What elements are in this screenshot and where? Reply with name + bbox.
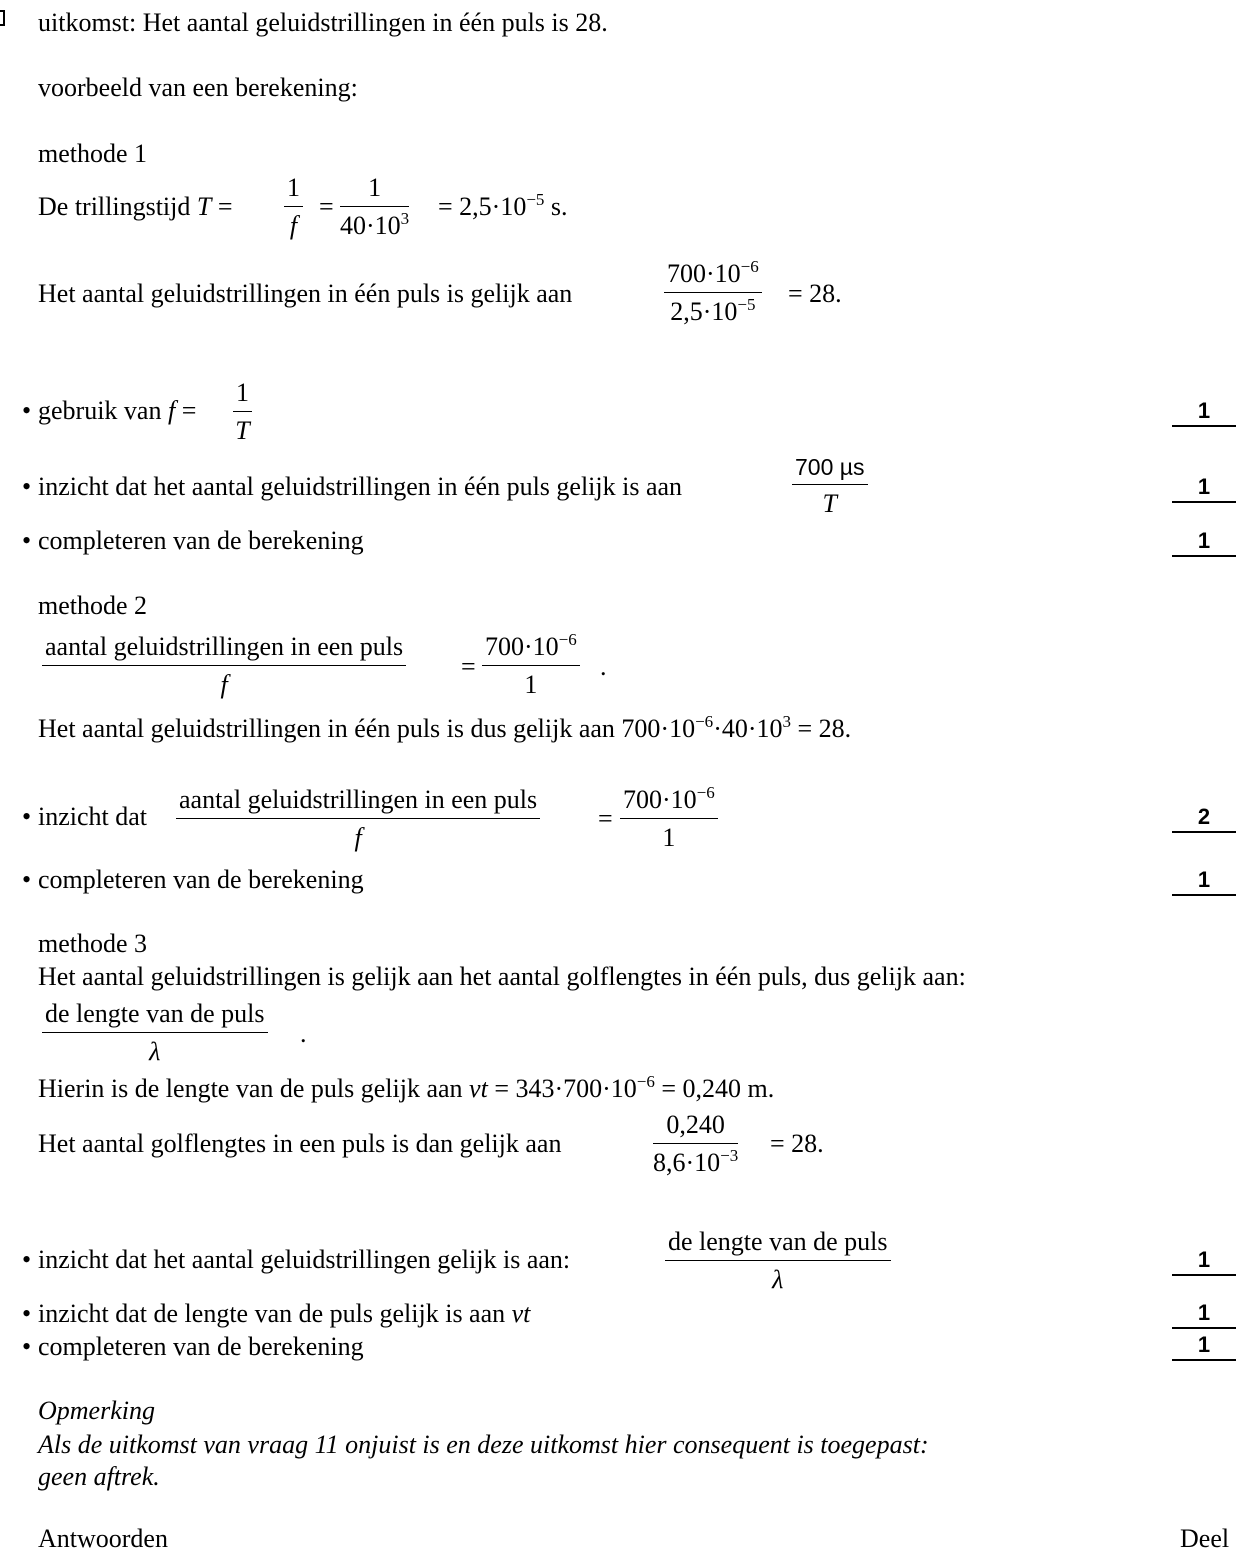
- method2-result-line: Het aantal geluidstrillingen in één puls is dus gelijk aan $700\cdot 10^{-6}\cdot 40\cdot 10^3 = 28$.: [38, 712, 852, 743]
- period-prefix: De trillingstijd: [38, 192, 197, 221]
- score: 1: [1172, 530, 1236, 557]
- fraction-700e-6-over-1: $\frac{700\cdot 10^{-6}}{1}$: [482, 634, 580, 698]
- method1-title: methode 1: [38, 139, 148, 168]
- remark-line1: Als de uitkomst van vraag 11 onjuist is en deze uitkomst hier consequent is toegepast:: [38, 1430, 929, 1459]
- footer-left: Antwoorden: [38, 1524, 168, 1553]
- method3-line1: Het aantal geluidstrillingen is gelijk aan het aantal golflengtes in één puls, dus gelijk aan:: [38, 962, 966, 991]
- score: 1: [1172, 1249, 1236, 1276]
- period-result: = $2,5\cdot 10^{-5}$ s.: [438, 190, 568, 221]
- fraction-700us-over-T: 700 µs T: [792, 456, 868, 517]
- score: 2: [1172, 806, 1236, 833]
- fraction-length-over-lambda: de lengte van de puls λ: [42, 1001, 268, 1065]
- score: 1: [1172, 400, 1236, 427]
- score: 1: [1172, 1334, 1236, 1361]
- score: 1: [1172, 869, 1236, 896]
- score: 1: [1172, 1302, 1236, 1329]
- fraction-1-over-f: $\frac{1}{f}$: [284, 175, 303, 239]
- fraction-1-over-40e3: $\frac{1}{40\cdot 10^3}$: [340, 173, 410, 240]
- fraction-0240-over-86e-3: $\frac{0,240}{8,6\cdot 10^{-3}}$: [653, 1110, 739, 1177]
- method3-title: methode 3: [38, 929, 148, 958]
- fraction-count: $\frac{700\cdot 10^{-6}}{2,5\cdot 10^{-5}}$: [664, 261, 762, 325]
- footer-right: Deel: [1180, 1524, 1230, 1553]
- example-intro: voorbeeld van een berekening:: [38, 73, 358, 102]
- fraction-700e-6-over-1: $\frac{700\cdot 10^{-6}}{1}$: [620, 787, 718, 851]
- fraction-count-over-f: aantal geluidstrillingen in een puls f: [42, 634, 406, 698]
- fraction-1-over-T: $\frac{1}{T}$: [233, 380, 252, 444]
- remark-line2: geen aftrek.: [38, 1462, 160, 1491]
- fraction-length-over-lambda: de lengte van de puls λ: [665, 1229, 891, 1293]
- method3-line2: Hierin is de lengte van de puls gelijk aan vt = $343\cdot 700\cdot 10^{-6} = 0,240$ m.: [38, 1072, 775, 1103]
- checkbox-icon[interactable]: [0, 10, 5, 26]
- result-line: uitkomst: Het aantal geluidstrillingen in één puls is 28.: [38, 8, 608, 37]
- method2-title: methode 2: [38, 591, 148, 620]
- score: 1: [1172, 476, 1236, 503]
- fraction-count-over-f: aantal geluidstrillingen in een puls f: [176, 787, 540, 851]
- remark-title: Opmerking: [38, 1396, 155, 1425]
